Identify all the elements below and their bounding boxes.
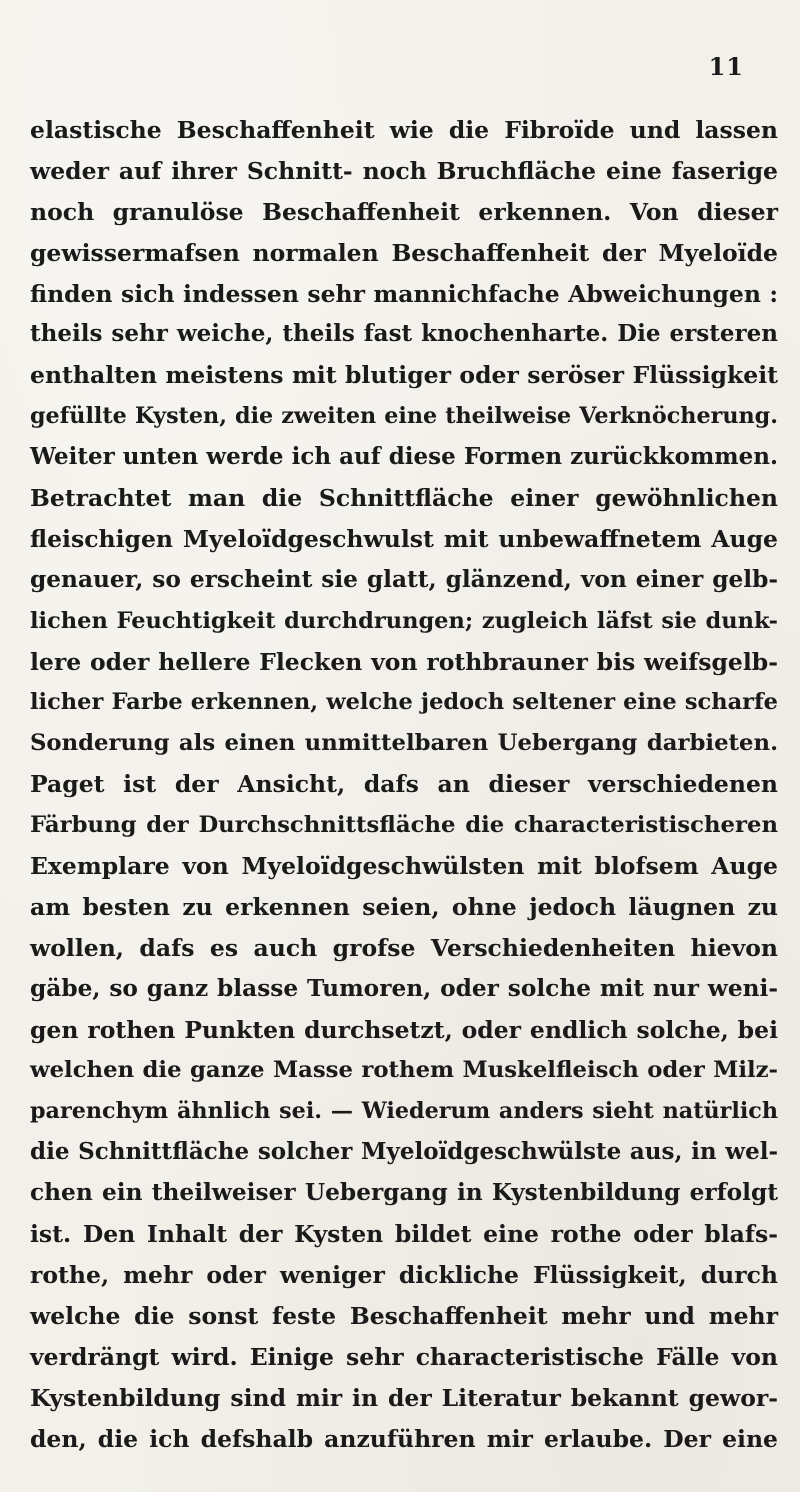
text-line: wollen, dafs es auch grofse Verschiedenheiten hievon bbox=[30, 933, 778, 962]
text-line: Weiter unten werde ich auf diese Formen zurückkommen. bbox=[30, 443, 778, 471]
text-line: licher Farbe erkennen, welche jedoch seltener eine scharfe bbox=[30, 689, 778, 716]
text-line: Kystenbildung sind mir in der Literatur bekannt gewor- bbox=[30, 1383, 778, 1412]
text-line: Betrachtet man die Schnittfläche einer gewöhnlichen bbox=[30, 484, 778, 513]
text-line: theils sehr weiche, theils fast knochenharte. Die ersteren bbox=[30, 320, 778, 348]
text-line: lichen Feuchtigkeit durchdrungen; zugleich läfst sie dunk- bbox=[30, 607, 778, 634]
text-line: enthalten meistens mit blutiger oder seröser Flüssigkeit bbox=[30, 361, 778, 390]
text-line: noch granulöse Beschaffenheit erkennen. Von dieser bbox=[30, 197, 778, 226]
text-line: lere oder hellere Flecken von rothbrauner bis weifsgelb- bbox=[30, 647, 778, 676]
text-line: verdrängt wird. Einige sehr characteristische Fälle von bbox=[30, 1342, 778, 1371]
page-number: 11 bbox=[708, 52, 744, 81]
text-line: Paget ist der Ansicht, dafs an dieser verschiedenen bbox=[30, 770, 778, 799]
text-line: ist. Den Inhalt der Kysten bildet eine rothe oder blafs- bbox=[30, 1220, 778, 1249]
text-line: Exemplare von Myeloïdgeschwülsten mit blofsem Auge bbox=[30, 852, 778, 881]
text-line: welchen die ganze Masse rothem Muskelfleisch oder Milz- bbox=[30, 1057, 778, 1084]
text-line: gewissermafsen normalen Beschaffenheit der Myeloïde bbox=[30, 238, 778, 267]
text-line: Färbung der Durchschnittsfläche die characteristischeren bbox=[30, 812, 778, 839]
text-line: parenchym ähnlich sei. — Wiederum anders sieht natürlich bbox=[30, 1098, 778, 1125]
text-line: chen ein theilweiser Uebergang in Kystenbildung erfolgt bbox=[30, 1179, 778, 1207]
text-line: rothe, mehr oder weniger dickliche Flüssigkeit, durch bbox=[30, 1260, 778, 1289]
text-line: fleischigen Myeloïdgeschwulst mit unbewaffnetem Auge bbox=[30, 524, 778, 553]
text-line: am besten zu erkennen seien, ohne jedoch läugnen zu bbox=[30, 892, 778, 921]
text-line: welche die sonst feste Beschaffenheit mehr und mehr bbox=[30, 1301, 778, 1330]
text-line: den, die ich defshalb anzuführen mir erlaube. Der eine bbox=[30, 1424, 778, 1453]
body-text bbox=[30, 110, 778, 1459]
text-line: gen rothen Punkten durchsetzt, oder endlich solche, bei bbox=[30, 1015, 778, 1044]
text-line: gefüllte Kysten, die zweiten eine theilweise Verknöcherung. bbox=[30, 403, 778, 430]
text-line: genauer, so erscheint sie glatt, glänzend, von einer gelb- bbox=[30, 565, 778, 593]
text-line: elastische Beschaffenheit wie die Fibroïde und lassen bbox=[30, 116, 778, 144]
text-line: die Schnittfläche solcher Myeloïdgeschwülste aus, in wel- bbox=[30, 1138, 778, 1166]
text-line: finden sich indessen sehr mannichfache Abweichungen : bbox=[30, 279, 778, 308]
text-line: weder auf ihrer Schnitt- noch Bruchfläche eine faserige bbox=[30, 156, 778, 185]
text-line: gäbe, so ganz blasse Tumoren, oder solche mit nur weni- bbox=[30, 974, 778, 1002]
text-line: Sonderung als einen unmittelbaren Uebergang darbieten. bbox=[30, 730, 778, 757]
